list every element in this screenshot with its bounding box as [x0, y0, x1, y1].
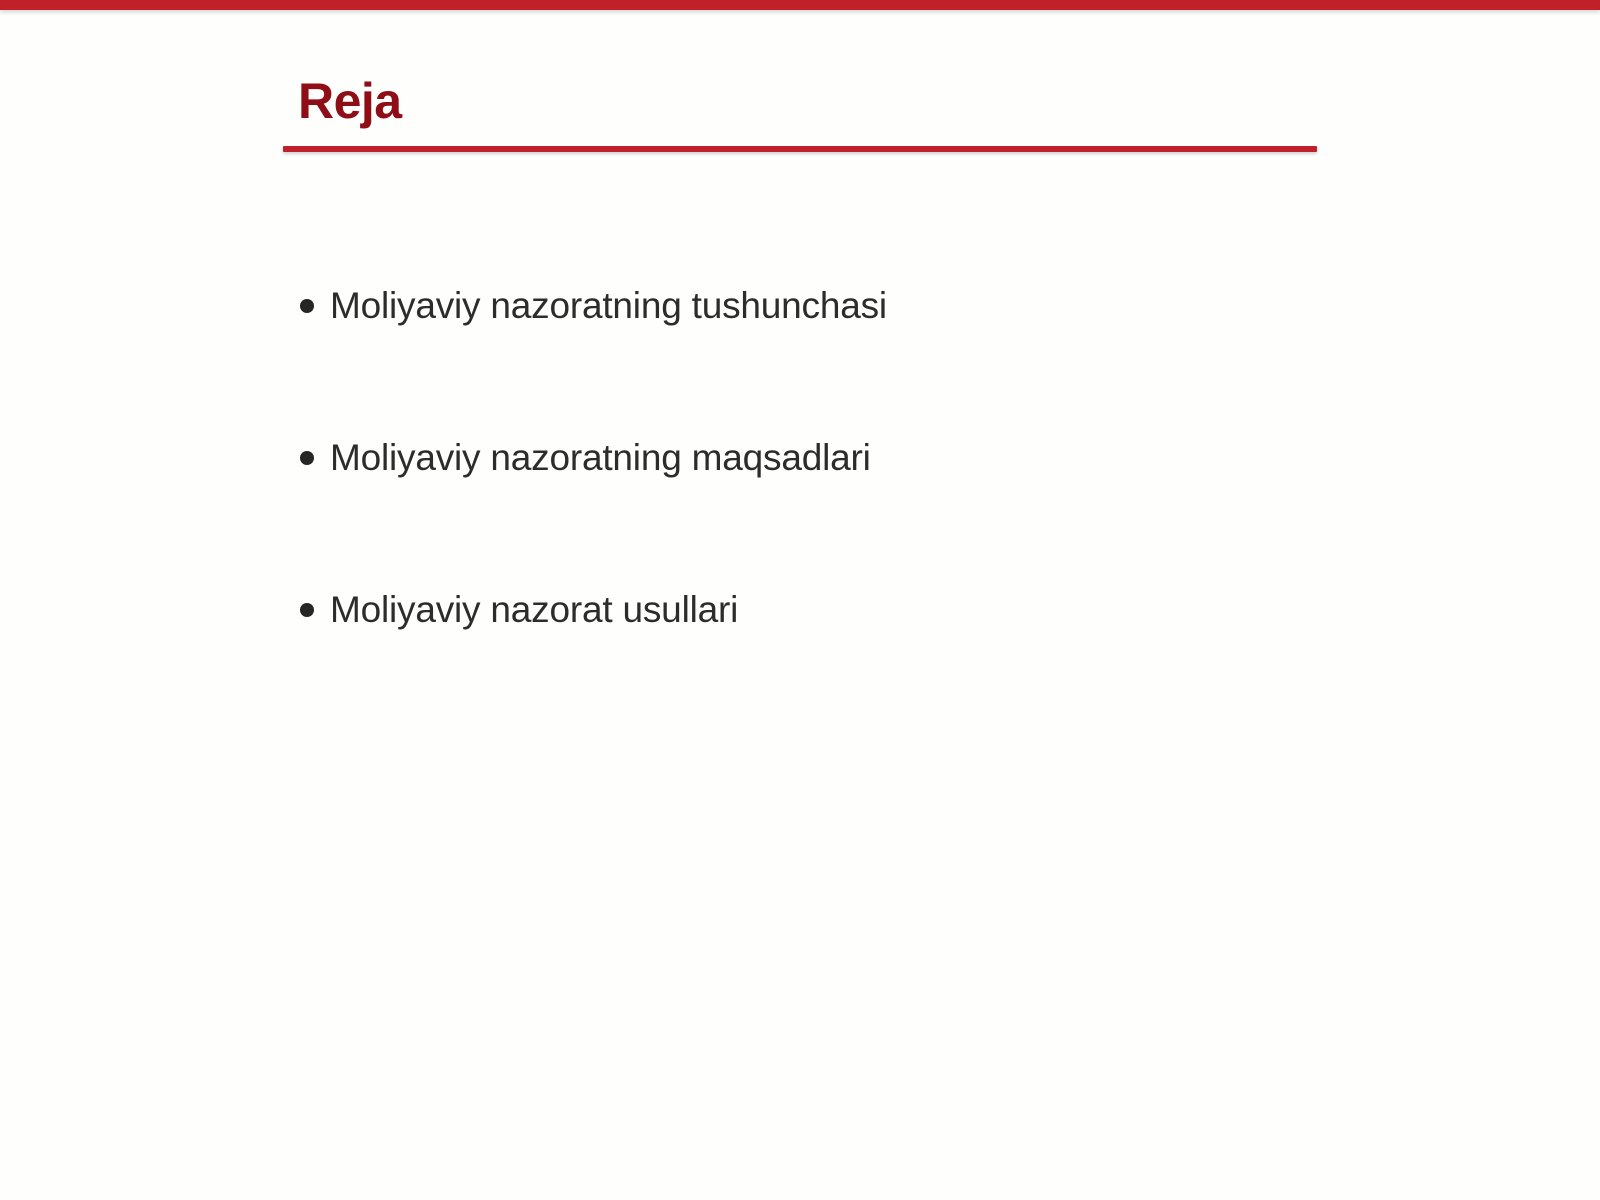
bullet-list	[300, 280, 887, 736]
slide-title: Reja	[298, 73, 402, 129]
bullet-dot-icon	[300, 451, 314, 465]
bullet-text: Moliyaviy nazorat usullari	[330, 589, 739, 630]
bullet-item	[300, 280, 887, 332]
bullet-dot-icon	[300, 603, 314, 617]
bullet-text: Moliyaviy nazoratning tushunchasi	[330, 285, 887, 326]
bullet-item	[300, 584, 887, 636]
title-underline	[283, 146, 1317, 152]
bullet-dot-icon	[300, 299, 314, 313]
bullet-item	[300, 432, 887, 484]
bullet-text: Moliyaviy nazoratning maqsadlari	[330, 437, 871, 478]
top-accent-bar	[0, 0, 1600, 10]
